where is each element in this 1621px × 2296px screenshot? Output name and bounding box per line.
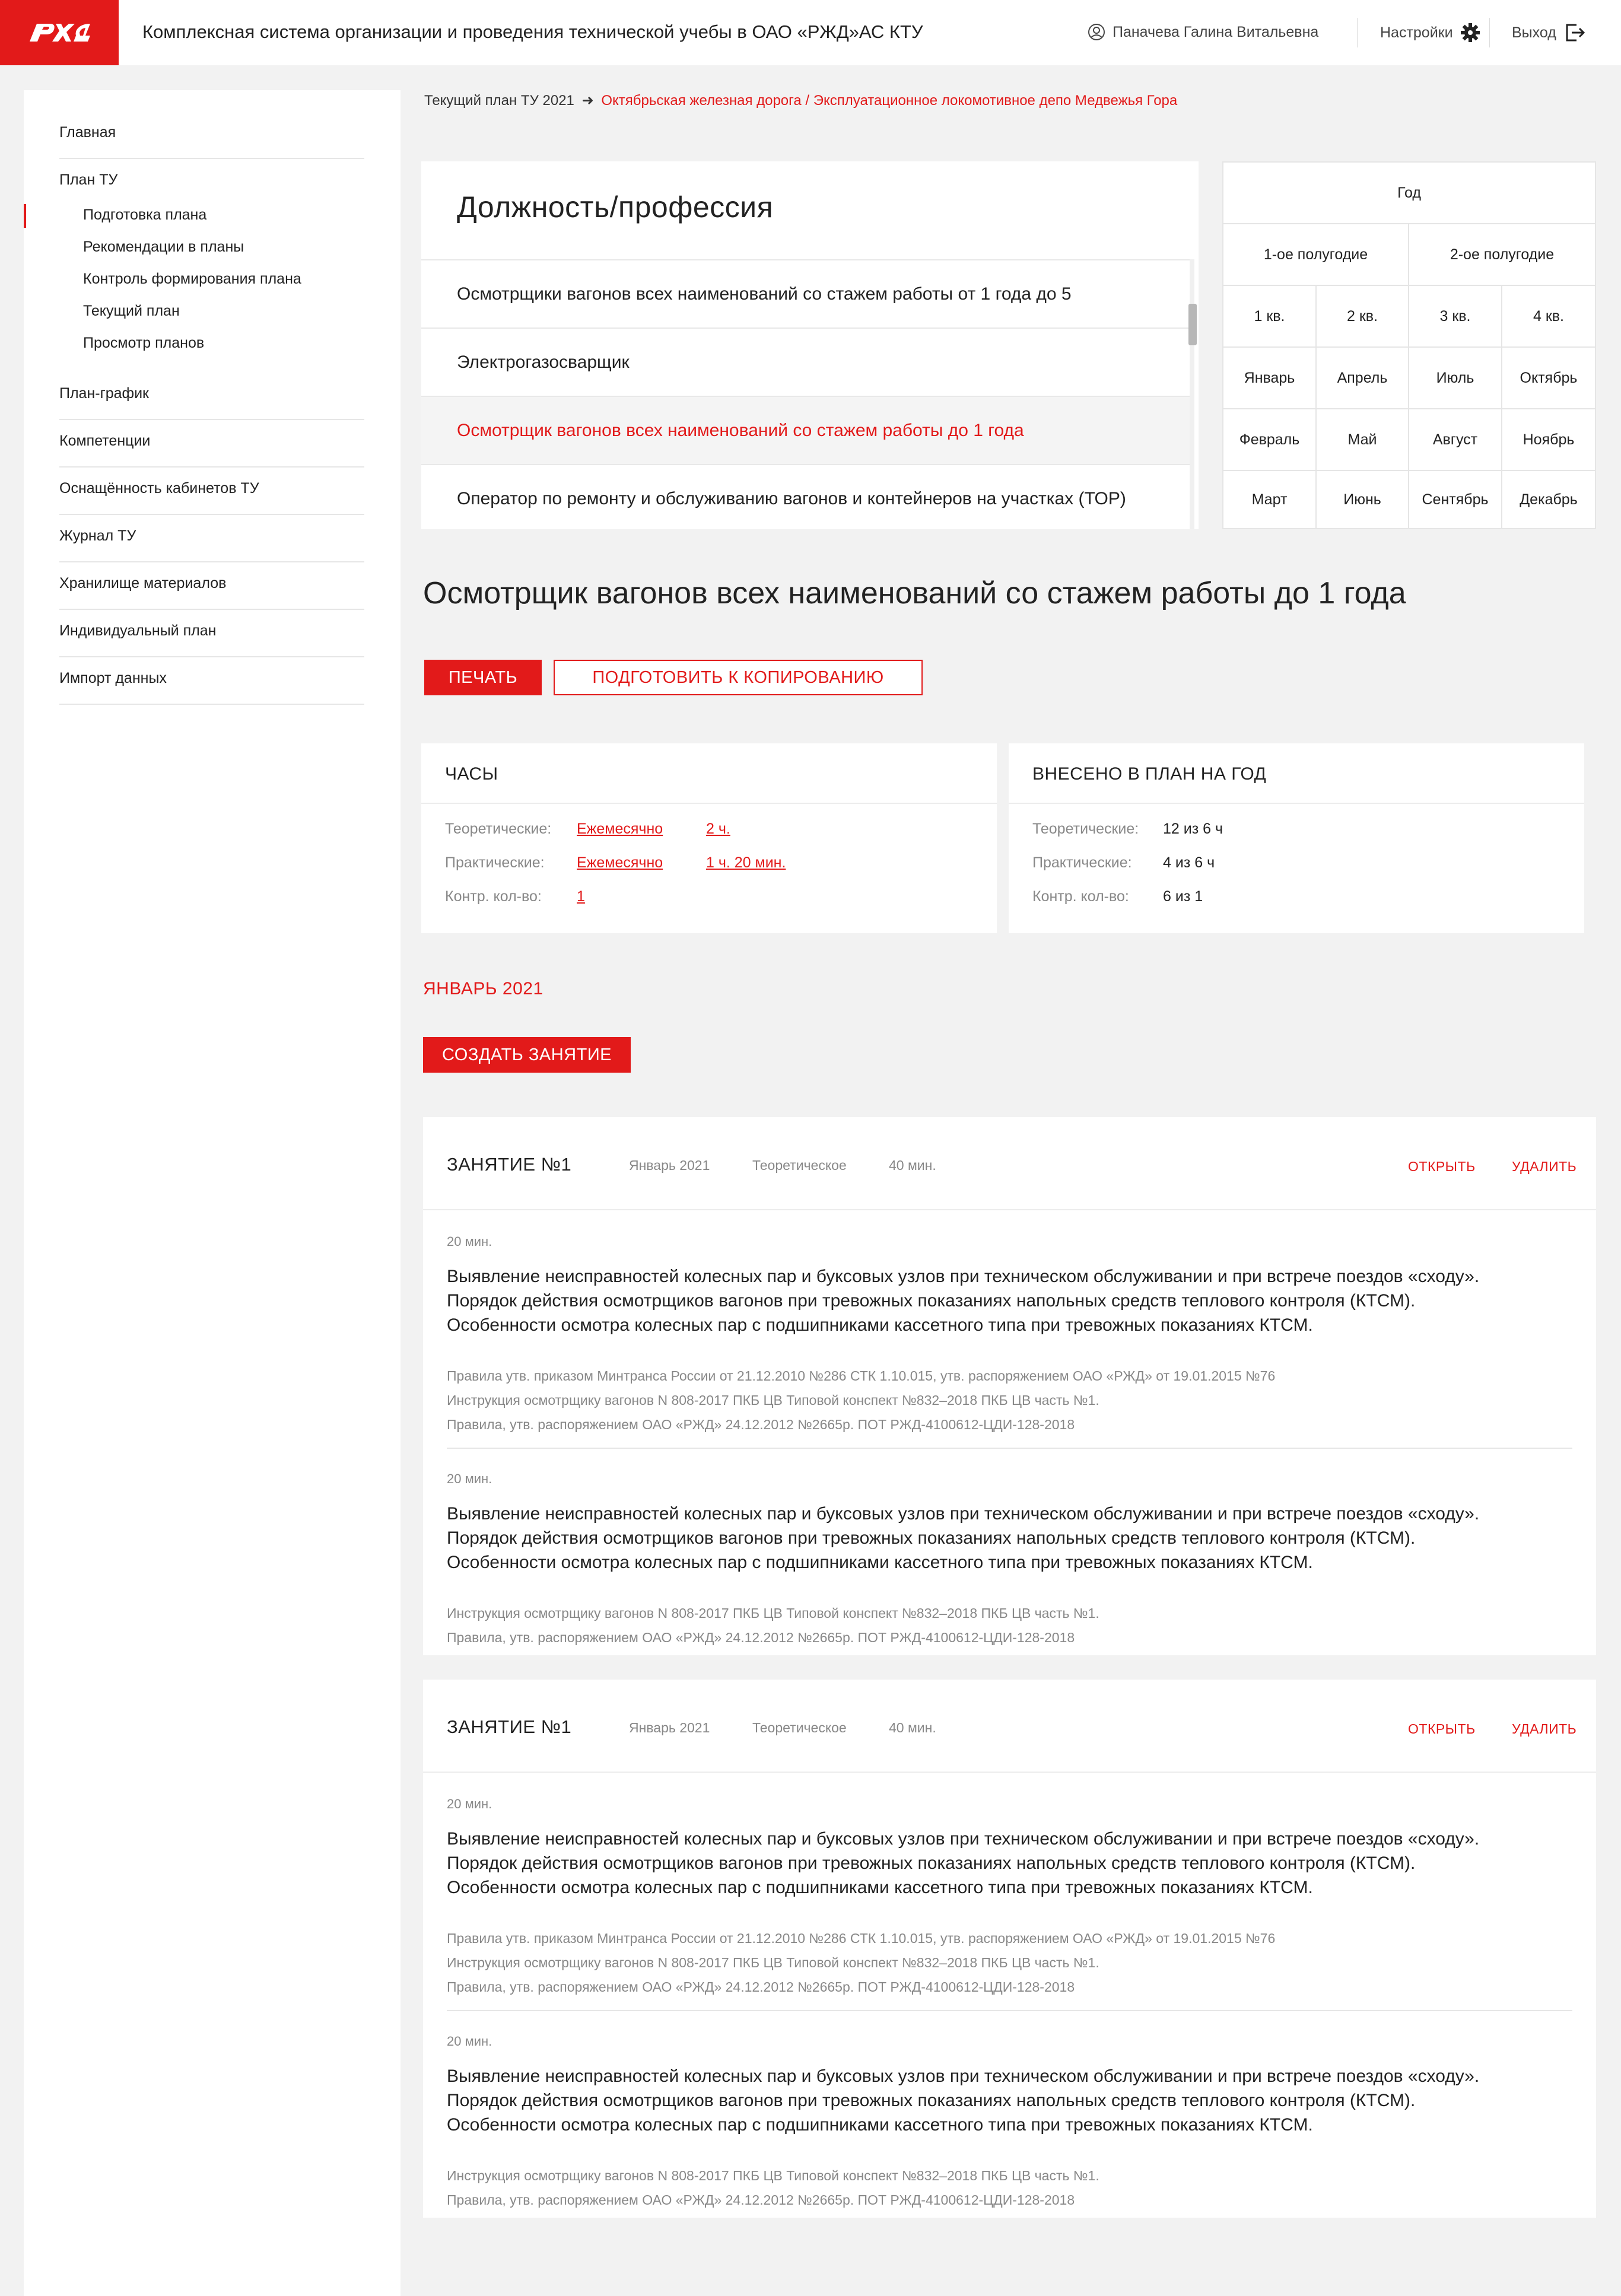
lesson-title: ЗАНЯТИЕ №1	[447, 1154, 572, 1175]
sidebar-item-equipment[interactable]: Оснащённость кабинетов ТУ	[59, 480, 364, 515]
topic-reference: Правила, утв. распоряжением ОАО «РЖД» 24.12.2012 №2665р. ПОТ РЖД-4100612-ЦДИ-128-2018	[447, 1630, 1075, 1645]
plan-theory-value: 12 из 6 ч	[1163, 821, 1223, 837]
divider	[423, 1209, 1596, 1210]
lesson-topic	[447, 1796, 1574, 1999]
position-item-selected[interactable]: Осмотрщик вагонов всех наименований со стажем работы до 1 года	[421, 396, 1190, 464]
topic-reference: Правила утв. приказом Минтранса России от 21.12.2010 №286 СТК 1.10.015, утв. распоряжением ОАО «РЖД» от 19.01.2015 №76	[447, 1368, 1276, 1384]
theory-label: Теоретические:	[1032, 821, 1139, 837]
practice-label: Практические:	[1032, 854, 1132, 871]
print-button[interactable]: ПЕЧАТЬ	[424, 660, 542, 695]
position-item[interactable]: Оператор по ремонту и обслуживанию вагонов и контейнеров на участках (ТОР)	[421, 464, 1190, 529]
topic-duration: 20 мин.	[447, 2034, 492, 2049]
sidebar-sub-control[interactable]: Контроль формирования плана	[83, 271, 301, 287]
create-lesson-button[interactable]: СОЗДАТЬ ЗАНЯТИЕ	[423, 1037, 631, 1073]
topic-text: Особенности осмотра колесных пар с подшипниками кассетного типа при тревожных показаниях КТСМ.	[447, 1315, 1313, 1335]
sidebar-item-competences[interactable]: Компетенции	[59, 433, 364, 468]
hours-card	[421, 743, 997, 933]
topic-reference: Правила, утв. распоряжением ОАО «РЖД» 24.12.2012 №2665р. ПОТ РЖД-4100612-ЦДИ-128-2018	[447, 2192, 1075, 2208]
positions-scrollbar[interactable]	[1190, 259, 1194, 529]
positions-title: Должность/профессия	[457, 190, 774, 224]
sidebar-item-storage[interactable]: Хранилище материалов	[59, 575, 364, 610]
topic-text: Выявление неисправностей колесных пар и буксовых узлов при техническом обслуживании и при встрече поездов «сходу».	[447, 2066, 1480, 2086]
topic-reference: Правила, утв. распоряжением ОАО «РЖД» 24.12.2012 №2665р. ПОТ РЖД-4100612-ЦДИ-128-2018	[447, 1417, 1075, 1432]
sidebar	[24, 90, 401, 2296]
lesson-type: Теоретическое	[752, 1720, 847, 1735]
open-lesson-button[interactable]: ОТКРЫТЬ	[1408, 1159, 1476, 1174]
calendar-quarter[interactable]: 4 кв.	[1502, 286, 1595, 348]
sidebar-sub-recommendations[interactable]: Рекомендации в планы	[83, 238, 244, 255]
sidebar-sub-view[interactable]: Просмотр планов	[83, 335, 205, 351]
logout-label: Выход	[1512, 24, 1556, 41]
calendar-half-1[interactable]: 1-ое полугодие	[1223, 224, 1409, 286]
control-count[interactable]: 1	[577, 888, 585, 905]
user-name: Паначева Галина Витальевна	[1113, 23, 1319, 40]
arrow-right-icon: ➜	[581, 93, 594, 109]
calendar-half-2[interactable]: 2-ое полугодие	[1409, 224, 1595, 286]
month-heading: ЯНВАРЬ 2021	[423, 979, 543, 998]
calendar-quarter[interactable]: 2 кв.	[1317, 286, 1409, 348]
topic-reference: Правила утв. приказом Минтранса России от 21.12.2010 №286 СТК 1.10.015, утв. распоряжением ОАО «РЖД» от 19.01.2015 №76	[447, 1931, 1276, 1946]
control-label: Контр. кол-во:	[445, 888, 542, 905]
calendar-month[interactable]: Сентябрь	[1409, 471, 1502, 528]
lesson-topic	[447, 1234, 1574, 1437]
topic-text: Выявление неисправностей колесных пар и буксовых узлов при техническом обслуживании и при встрече поездов «сходу».	[447, 1829, 1480, 1849]
calendar-month[interactable]: Июнь	[1317, 471, 1409, 528]
divider	[421, 803, 997, 804]
topic-duration: 20 мин.	[447, 1471, 492, 1486]
calendar-month[interactable]: Декабрь	[1520, 491, 1578, 508]
topic-reference: Инструкция осмотрщику вагонов N 808-2017 ПКБ ЦВ Типовой конспект №832–2018 ПКБ ЦВ часть №1.	[447, 1605, 1099, 1621]
breadcrumb-current[interactable]: Текущий план ТУ 2021	[424, 93, 574, 109]
lesson-date: Январь 2021	[629, 1720, 710, 1735]
practice-frequency[interactable]: Ежемесячно	[577, 854, 663, 871]
user-profile[interactable]	[1088, 23, 1318, 41]
calendar-month[interactable]: Июль	[1409, 348, 1502, 409]
calendar-month[interactable]: Ноябрь	[1502, 409, 1595, 471]
lesson-topic	[447, 1471, 1574, 1650]
calendar-month[interactable]: Февраль	[1223, 409, 1317, 471]
topic-reference: Инструкция осмотрщику вагонов N 808-2017 ПКБ ЦВ Типовой конспект №832–2018 ПКБ ЦВ часть №1.	[447, 1392, 1099, 1408]
logout-icon	[1565, 23, 1586, 43]
sidebar-item-plan[interactable]: План ТУ	[59, 171, 118, 188]
topic-reference: Инструкция осмотрщику вагонов N 808-2017 ПКБ ЦВ Типовой конспект №832–2018 ПКБ ЦВ часть №1.	[447, 2168, 1099, 2183]
lesson-duration: 40 мин.	[889, 1157, 936, 1173]
topic-text: Особенности осмотра колесных пар с подшипниками кассетного типа при тревожных показаниях КТСМ.	[447, 1878, 1313, 1897]
lesson-title: ЗАНЯТИЕ №1	[447, 1716, 572, 1737]
settings-label: Настройки	[1380, 24, 1453, 41]
topic-text: Порядок действия осмотрщиков вагонов при тревожных показаниях напольных средств теплового контроля (КТСМ).	[447, 1853, 1416, 1873]
calendar-month[interactable]: Май	[1317, 409, 1409, 471]
lesson-topic	[447, 2034, 1574, 2212]
divider	[1009, 803, 1584, 804]
year-calendar	[1222, 161, 1596, 529]
divider	[447, 2010, 1572, 2011]
topic-text: Порядок действия осмотрщиков вагонов при тревожных показаниях напольных средств теплового контроля (КТСМ).	[447, 1291, 1416, 1311]
sidebar-item-individual[interactable]: Индивидуальный план	[59, 622, 364, 657]
calendar-month[interactable]: Апрель	[1317, 348, 1409, 409]
active-indicator	[24, 204, 26, 228]
lesson-card	[423, 1117, 1596, 1655]
user-icon	[1088, 23, 1105, 41]
prepare-copy-button[interactable]: ПОДГОТОВИТЬ К КОПИРОВАНИЮ	[554, 660, 923, 695]
theory-hours[interactable]: 2 ч.	[706, 821, 730, 837]
lesson-type: Теоретическое	[752, 1157, 847, 1173]
position-item[interactable]: Электрогазосварщик	[421, 327, 1190, 396]
topic-text: Порядок действия осмотрщиков вагонов при тревожных показаниях напольных средств теплового контроля (КТСМ).	[447, 1528, 1416, 1548]
hours-title: ЧАСЫ	[445, 764, 498, 784]
topic-text: Особенности осмотра колесных пар с подшипниками кассетного типа при тревожных показаниях КТСМ.	[447, 1553, 1313, 1572]
app-header	[0, 0, 1621, 65]
lesson-card	[423, 1680, 1596, 2218]
theory-label: Теоретические:	[445, 821, 552, 837]
plan-practice-value: 4 из 6 ч	[1163, 854, 1215, 871]
topic-duration: 20 мин.	[447, 1234, 492, 1249]
positions-scroll-thumb[interactable]	[1188, 304, 1197, 345]
gear-icon	[1460, 23, 1480, 43]
calendar-month[interactable]: Март	[1223, 471, 1317, 528]
plan-control-value: 6 из 1	[1163, 888, 1203, 905]
calendar-month-selected[interactable]: Январь	[1223, 348, 1317, 409]
calendar-quarter[interactable]: 3 кв.	[1409, 286, 1502, 348]
lesson-duration: 40 мин.	[889, 1720, 936, 1735]
theory-frequency[interactable]: Ежемесячно	[577, 821, 663, 837]
topic-duration: 20 мин.	[447, 1796, 492, 1811]
header-divider	[1357, 18, 1358, 47]
calendar-year: Год	[1223, 163, 1595, 224]
topic-text: Выявление неисправностей колесных пар и буксовых узлов при техническом обслуживании и при встрече поездов «сходу».	[447, 1504, 1480, 1524]
plan-year-card	[1009, 743, 1584, 933]
plan-title: ВНЕСЕНО В ПЛАН НА ГОД	[1032, 764, 1267, 784]
page-title: Осмотрщик вагонов всех наименований со стажем работы до 1 года	[423, 576, 1406, 610]
calendar-month[interactable]: Август	[1409, 409, 1502, 471]
divider	[447, 1448, 1572, 1449]
delete-lesson-button[interactable]: УДАЛИТЬ	[1512, 1721, 1577, 1737]
breadcrumb	[424, 92, 1177, 109]
topic-reference: Правила, утв. распоряжением ОАО «РЖД» 24.12.2012 №2665р. ПОТ РЖД-4100612-ЦДИ-128-2018	[447, 1979, 1075, 1995]
calendar-month[interactable]: Октябрь	[1502, 348, 1595, 409]
topic-text: Выявление неисправностей колесных пар и буксовых узлов при техническом обслуживании и при встрече поездов «сходу».	[447, 1267, 1480, 1286]
topic-reference: Инструкция осмотрщику вагонов N 808-2017 ПКБ ЦВ Типовой конспект №832–2018 ПКБ ЦВ часть №1.	[447, 1955, 1099, 1970]
practice-hours[interactable]: 1 ч. 20 мин.	[706, 854, 786, 871]
position-item[interactable]: Осмотрщики вагонов всех наименований со стажем работы от 1 года до 5	[421, 259, 1190, 327]
control-label: Контр. кол-во:	[1032, 888, 1129, 905]
topic-text: Порядок действия осмотрщиков вагонов при тревожных показаниях напольных средств теплового контроля (КТСМ).	[447, 2091, 1416, 2110]
sidebar-item-journal[interactable]: Журнал ТУ	[59, 527, 364, 562]
lesson-date: Январь 2021	[629, 1157, 710, 1173]
sidebar-sub-current[interactable]: Текущий план	[83, 303, 180, 319]
rzd-logo-icon	[24, 18, 95, 47]
topic-text: Особенности осмотра колесных пар с подшипниками кассетного типа при тревожных показаниях КТСМ.	[447, 2115, 1313, 2135]
sidebar-item-import[interactable]: Импорт данных	[59, 670, 364, 705]
divider	[423, 1772, 1596, 1773]
sidebar-item-home[interactable]: Главная	[59, 124, 364, 159]
logout-button[interactable]	[1512, 23, 1586, 43]
open-lesson-button[interactable]: ОТКРЫТЬ	[1408, 1721, 1476, 1737]
sidebar-sub-prepare[interactable]: Подготовка плана	[83, 206, 207, 223]
breadcrumb-path[interactable]: Октябрьская железная дорога / Эксплуатационное локомотивное депо Медвежья Гора	[601, 93, 1178, 109]
sidebar-item-schedule[interactable]: План-график	[59, 385, 364, 420]
rzd-logo[interactable]	[0, 0, 119, 65]
app-title: Комплексная система организации и проведения технической учебы в ОАО «РЖД»АС КТУ	[142, 21, 923, 42]
positions-card	[421, 161, 1199, 529]
header-divider	[1489, 18, 1490, 47]
delete-lesson-button[interactable]: УДАЛИТЬ	[1512, 1159, 1577, 1174]
practice-label: Практические:	[445, 854, 545, 871]
calendar-quarter[interactable]: 1 кв.	[1223, 286, 1317, 348]
settings-button[interactable]	[1380, 23, 1480, 43]
